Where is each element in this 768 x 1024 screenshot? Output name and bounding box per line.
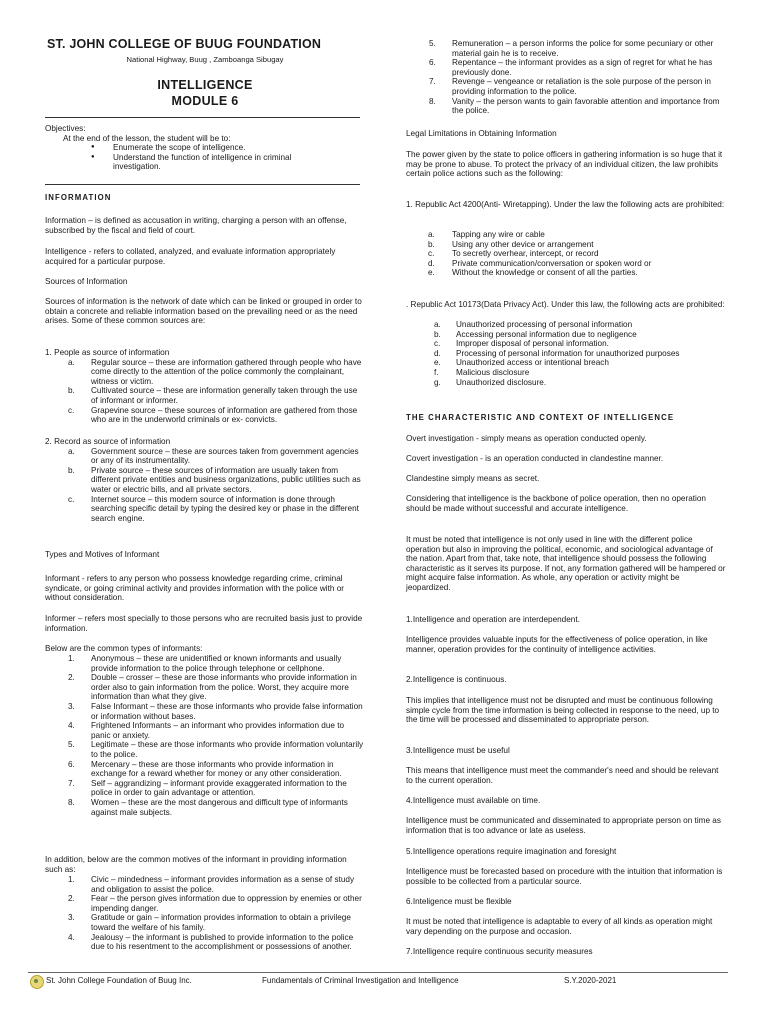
list-item bbox=[45, 466, 365, 495]
list-item bbox=[406, 268, 726, 278]
objective-item: ● Understand the function of intelligence in criminal investigation. bbox=[113, 153, 313, 172]
list-marker: 6. bbox=[429, 58, 436, 68]
list-item bbox=[45, 654, 365, 673]
list-item bbox=[406, 320, 726, 330]
list-item bbox=[406, 230, 726, 240]
list-item bbox=[45, 673, 365, 702]
list-item-text: Repentance – the informant provides as a sign of regret for what he has previously done. bbox=[452, 58, 713, 77]
list-item bbox=[406, 358, 726, 368]
types-intro: Below are the common types of informants: bbox=[45, 644, 203, 653]
list-item-text: Without the knowledge or consent of all the parties. bbox=[452, 268, 638, 278]
information-heading: INFORMATION bbox=[45, 193, 112, 202]
covert-text: Covert investigation - is an operation conducted in clandestine manner. bbox=[406, 454, 664, 463]
list-marker: a. bbox=[68, 357, 75, 367]
list-marker: 6. bbox=[68, 759, 75, 769]
list-marker: 8. bbox=[429, 96, 436, 106]
list-item-text: Unauthorized disclosure. bbox=[456, 377, 547, 387]
list-item-text: Malicious disclosure bbox=[456, 367, 530, 377]
list-item bbox=[406, 58, 726, 77]
list-item-text: To secretly overhear, intercept, or record bbox=[452, 249, 599, 259]
list-marker: 8. bbox=[68, 797, 75, 807]
list-item bbox=[45, 447, 365, 466]
motives-intro: In addition, below are the common motives of the informant in providing information such as: bbox=[45, 855, 347, 874]
list-item bbox=[45, 386, 365, 405]
list-item bbox=[45, 779, 365, 798]
list-marker: c. bbox=[68, 405, 75, 415]
list-marker: c. bbox=[434, 339, 441, 349]
list-item bbox=[45, 740, 365, 759]
list-item-text: Frightened Informants – an informant who provides information due to panic or anxiety. bbox=[91, 721, 345, 740]
footer-school: St. John College Foundation of Buug Inc. bbox=[46, 976, 192, 985]
types-motives-title: Types and Motives of Informant bbox=[45, 550, 160, 559]
list-marker: 3. bbox=[68, 701, 75, 711]
people-title: 1. People as source of information bbox=[45, 348, 170, 357]
list-item-text: Grapevine source – these sources of information are gathered from those who are in the underworld criminals or ex- convicts. bbox=[91, 405, 358, 425]
informant-motives-continued bbox=[406, 39, 726, 116]
principle-5-title: 5.Intelligence operations require imagination and foresight bbox=[406, 847, 617, 856]
list-item-text: Internet source – this modern source of information is done through searching specific detail by typing the desired key or phase in the different search engine. bbox=[91, 494, 359, 523]
principle-3-title: 3.Intelligence must be useful bbox=[406, 746, 510, 755]
list-marker: d. bbox=[428, 258, 435, 268]
ra4200-text: 1. Republic Act 4200(Anti- Wiretapping). Under the law the following acts are prohibited: bbox=[406, 200, 725, 209]
list-item-text: Vanity – the person wants to gain favorable attention and importance from the police. bbox=[452, 96, 720, 116]
divider bbox=[45, 184, 360, 185]
objectives-intro: At the end of the lesson, the student will be to: bbox=[63, 133, 231, 143]
list-marker: b. bbox=[68, 386, 75, 396]
list-item-text: Unauthorized access or intentional breach bbox=[456, 358, 609, 368]
list-item bbox=[406, 39, 726, 58]
footer-school-year: S.Y.2020-2021 bbox=[564, 976, 617, 985]
sources-title: Sources of Information bbox=[45, 277, 128, 286]
intelligence-definition: Intelligence - refers to collated, analyzed, and evaluate information appropriately acquired for a particular purpose. bbox=[45, 247, 336, 266]
principle-6-body: It must be noted that intelligence is adaptable to every of all kinds as operation might vary depending on the purpose and occasion. bbox=[406, 917, 713, 936]
list-item-text: Remuneration – a person informs the police for some pecuniary or other material gain he is to receive. bbox=[452, 39, 714, 58]
list-marker: f. bbox=[434, 367, 439, 377]
principle-5-body: Intelligence must be forecasted based on procedure with the intuition that information is possible to be collected from a particular source. bbox=[406, 867, 723, 886]
principle-4-title: 4.Intelligence must available on time. bbox=[406, 796, 541, 805]
list-item bbox=[406, 368, 726, 378]
list-marker: e. bbox=[434, 358, 441, 368]
list-item-text: Revenge – vengeance or retaliation is the sole purpose of the person in providing information to the police. bbox=[452, 77, 711, 96]
ra10173-text: . Republic Act 10173(Data Privacy Act). Under this law, the following acts are prohibited: bbox=[406, 300, 725, 309]
list-item-text: Unauthorized processing of personal information bbox=[456, 320, 633, 329]
list-item-text: False Informant – these are those informants who provide false information or information without bases. bbox=[91, 701, 363, 721]
list-item-text: Jealousy – the informant is published to provide information to the police due to his resentment to the accomplishment or possessions of another. bbox=[91, 932, 354, 952]
list-marker: g. bbox=[434, 377, 441, 387]
list-marker: 2. bbox=[68, 673, 75, 683]
list-marker: 4. bbox=[68, 721, 75, 731]
list-item bbox=[45, 894, 365, 913]
list-item-text: Gratitude or gain – information provides information to obtain a privilege toward the welfare of his family. bbox=[91, 913, 351, 932]
list-marker: 7. bbox=[429, 77, 436, 87]
record-list bbox=[45, 447, 365, 524]
list-item-text: Mercenary – these are those informants who provide information in exchange for a reward whether for money or any other consideration. bbox=[91, 759, 342, 779]
ra4200-list bbox=[406, 230, 726, 278]
list-item bbox=[406, 249, 726, 259]
list-item bbox=[45, 406, 365, 425]
list-item-text: Anonymous – these are unidentified or known informants and usually provide information to the police through telephone or cellphone. bbox=[91, 654, 342, 673]
list-item bbox=[406, 330, 726, 340]
legal-title: Legal Limitations in Obtaining Information bbox=[406, 129, 557, 138]
list-item bbox=[45, 933, 365, 952]
list-marker: 1. bbox=[68, 875, 75, 884]
objectives-label: Objectives: bbox=[45, 124, 86, 133]
overt-text: Overt investigation - simply means as operation conducted openly. bbox=[406, 434, 647, 443]
list-marker: c. bbox=[428, 249, 435, 259]
objectives bbox=[45, 124, 365, 172]
list-marker: 5. bbox=[429, 39, 436, 48]
principle-4-body: Intelligence must be communicated and disseminated to appropriate person on time as information that is too advance or late as useless. bbox=[406, 816, 721, 835]
information-definition: Information – is defined as accusation in writing, charging a person with an offense, subscribed by the fiscal and field of court. bbox=[45, 216, 347, 235]
list-marker: 7. bbox=[68, 778, 75, 788]
list-marker: c. bbox=[68, 494, 75, 504]
list-item bbox=[45, 721, 365, 740]
list-item-text: Private communication/conversation or spoken word or bbox=[452, 258, 652, 268]
principle-7-title: 7.Intelligence require continuous security measures bbox=[406, 947, 593, 956]
backbone-text: Considering that intelligence is the backbone of police operation, then no operation should be made without successful and accurate intelligence. bbox=[406, 494, 706, 513]
list-marker: d. bbox=[434, 348, 441, 358]
list-marker: a. bbox=[428, 230, 435, 239]
list-item bbox=[406, 339, 726, 349]
divider bbox=[45, 117, 360, 118]
module-title: MODULE 6 bbox=[171, 94, 239, 108]
sources-definition: Sources of information is the network of date which can be linked or grouped in order to obtain a concrete and reliable information based on the prevailing need or as the need arises. Some of these common sources are: bbox=[45, 297, 362, 326]
principle-1-body: Intelligence provides valuable inputs for the effectiveness of police operation, in like manner, operation provides for the continuity of intelligence activities. bbox=[406, 635, 708, 654]
informant-motives-list bbox=[45, 875, 365, 952]
list-item bbox=[45, 913, 365, 932]
principle-1-title: 1.Intelligence and operation are interdependent. bbox=[406, 615, 580, 624]
list-item bbox=[45, 760, 365, 779]
list-item bbox=[406, 378, 726, 388]
informer-definition: Informer – refers most specially to those persons who are recruited basis just to provide information. bbox=[45, 614, 363, 633]
clandestine-text: Clandestine simply means as secret. bbox=[406, 474, 540, 483]
list-marker: 1. bbox=[68, 654, 75, 663]
information-section bbox=[45, 193, 365, 203]
page-footer bbox=[28, 972, 728, 989]
list-item-text: Fear – the person gives information due to oppression by enemies or other impending danger. bbox=[91, 894, 362, 913]
list-item bbox=[45, 358, 365, 387]
list-item bbox=[45, 875, 365, 894]
subject-title: INTELLIGENCE bbox=[157, 78, 253, 92]
list-marker: a. bbox=[68, 446, 75, 456]
list-item-text: Self – aggrandizing – informant provide exaggerated information to the police in order to gain advantage or attention. bbox=[91, 778, 347, 798]
legal-intro: The power given by the state to police officers in gathering information is so huge that it may be prone to abuse. To protect the privacy of an individual citizen, the law prohibits certain police actions such as the following: bbox=[406, 150, 723, 179]
people-sources bbox=[45, 348, 365, 425]
principle-3-body: This means that intelligence must meet the commander's need and should be relevant to the current operation. bbox=[406, 766, 719, 785]
list-marker: 4. bbox=[68, 932, 75, 942]
list-item-text: Regular source – these are information gathered through people who have come directly to the attention of the police commonly the complainant, witness or victim. bbox=[91, 357, 362, 386]
list-marker: 3. bbox=[68, 913, 75, 923]
informant-types-list bbox=[45, 654, 365, 817]
school-address: National Highway, Buug , Zamboanga Sibugay bbox=[126, 55, 284, 64]
list-item bbox=[45, 495, 365, 524]
list-item-text: Legitimate – these are those informants who provide information voluntarily to the police. bbox=[91, 740, 364, 759]
noted-text: It must be noted that intelligence is not only used in line with the different police operation but also in improving the political, economic, and sociological advantage of the nation. Apart from that, take note, that intelligence should possess the following characteristic as it serves its purpose. If not, any formation gathered will be hampered or might acquire false information. As whole, any operation or activity might be jeopardized. bbox=[406, 535, 726, 592]
list-marker: b. bbox=[68, 465, 75, 475]
list-marker: b. bbox=[428, 239, 435, 249]
list-marker: b. bbox=[434, 329, 441, 339]
list-item-text: Double – crosser – these are those informants who provide information in order also to gain information from the police. Worst, they acquire more information than what they give. bbox=[91, 673, 357, 702]
list-item-text: Improper disposal of personal information. bbox=[456, 339, 609, 349]
people-list bbox=[45, 358, 365, 425]
school-name: ST. JOHN COLLEGE OF BUUG FOUNDATION bbox=[47, 37, 322, 51]
list-item-text: Women – these are the most dangerous and difficult type of informants against male subjects. bbox=[91, 797, 348, 817]
list-item-text: Processing of personal information for unauthorized purposes bbox=[456, 348, 680, 358]
list-item bbox=[406, 349, 726, 359]
objective-item: ● Enumerate the scope of intelligence. bbox=[113, 143, 313, 153]
list-item bbox=[406, 97, 726, 116]
list-marker: 5. bbox=[68, 740, 75, 750]
characteristics-heading: THE CHARACTERISTIC AND CONTEXT OF INTELLIGENCE bbox=[406, 413, 675, 422]
list-marker: 2. bbox=[68, 894, 75, 904]
list-item bbox=[406, 259, 726, 269]
list-item-text: Civic – mindedness – informant provides information as a sense of study and obligation to assist the police. bbox=[91, 875, 355, 894]
ra10173-list bbox=[406, 320, 726, 387]
list-marker: e. bbox=[428, 268, 435, 278]
principle-6-title: 6.Inteligence must be flexible bbox=[406, 897, 512, 906]
list-item bbox=[406, 240, 726, 250]
list-item-text: Accessing personal information due to negligence bbox=[456, 329, 637, 339]
list-item bbox=[45, 702, 365, 721]
record-title: 2. Record as source of information bbox=[45, 437, 171, 446]
list-item-text: Government source – these are sources taken from government agencies or any of its instrumentality. bbox=[91, 446, 359, 466]
list-item bbox=[406, 77, 726, 96]
list-item-text: Private source – these sources of information are usually taken from different private entities and business organizations, public utilities such as water or electric bills, and all private sectors. bbox=[91, 465, 361, 494]
list-item bbox=[45, 798, 365, 817]
school-seal-icon bbox=[30, 975, 44, 989]
informant-definition: Informant - refers to any person who possess knowledge regarding crime, criminal syndicate, or going criminal activity and provides information with the police with or without consideration. bbox=[45, 574, 344, 603]
principle-2-body: This implies that intelligence must not be disrupted and must be continuous following simple cycle from the time information is being collected in response to the need, up to the time will be processed and disseminated to appropriate person. bbox=[406, 696, 720, 725]
list-item-text: Tapping any wire or cable bbox=[452, 230, 545, 239]
principle-2-title: 2.Intelligence is continuous. bbox=[406, 675, 507, 684]
record-sources bbox=[45, 437, 365, 523]
footer-course: Fundamentals of Criminal Investigation and Intelligence bbox=[262, 976, 459, 985]
list-marker: a. bbox=[434, 320, 441, 329]
list-item-text: Cultivated source – these are information generally taken through the use of informant or informer. bbox=[91, 386, 358, 405]
list-item-text: Using any other device or arrangement bbox=[452, 239, 594, 249]
